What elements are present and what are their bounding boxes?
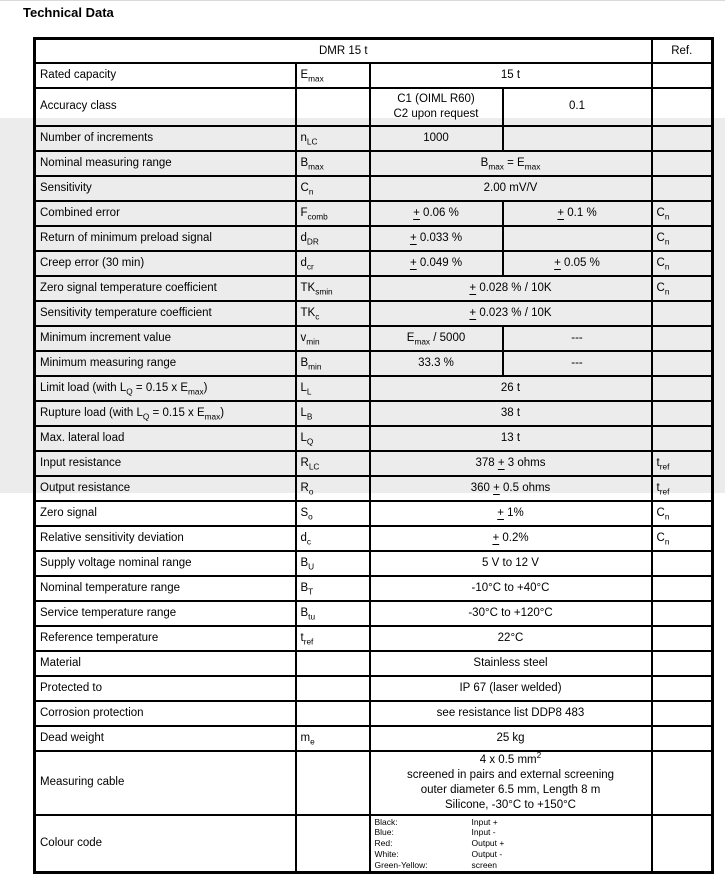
param-symbol: $S_o$ — [296, 501, 370, 526]
param-value-left: $E_{max} / 5000$ — [370, 326, 503, 351]
param-value-left: 33.3 % — [370, 351, 503, 376]
row-service-temperature-range — [35, 601, 713, 626]
ref-cell — [652, 63, 713, 88]
param-symbol: $C_n$ — [296, 176, 370, 201]
param-symbol: $B_{min}$ — [296, 351, 370, 376]
param-value: -10°C to +40°C — [370, 576, 652, 601]
row-relative-sensitivity-deviation — [35, 526, 713, 551]
row-rupture-load — [35, 401, 713, 426]
ref-cell — [652, 751, 713, 815]
colour-name: Black: — [374, 816, 398, 827]
ref-cell — [652, 301, 713, 326]
param-value-right: + 0.05 % — [503, 251, 652, 276]
param-value: + 0.023 % / 10K — [370, 301, 652, 326]
value-line: Silicone, -30°C to +150°C — [445, 798, 576, 811]
ref-cell: $C_n$ — [652, 201, 713, 226]
row-minimum-increment-value — [35, 326, 713, 351]
param-value-left: 1000 — [370, 126, 503, 151]
param-label: Output resistance — [35, 476, 296, 501]
param-value: 15 t — [370, 63, 652, 88]
row-sensitivity — [35, 176, 713, 201]
colour-code-line — [375, 849, 647, 860]
row-measuring-cable — [35, 751, 713, 815]
ref-cell — [652, 426, 713, 451]
header-row — [35, 39, 713, 63]
value-line: 4 x 0.5 $mm^2$ — [479, 750, 542, 766]
param-symbol: $t_{ref}$ — [296, 626, 370, 651]
param-value: Stainless steel — [370, 651, 652, 676]
param-value-right: --- — [503, 326, 652, 351]
param-symbol: $n_{LC}$ — [296, 126, 370, 151]
param-symbol — [296, 651, 370, 676]
param-label: Nominal measuring range — [35, 151, 296, 176]
ref-cell — [652, 651, 713, 676]
param-value: 13 t — [370, 426, 652, 451]
param-value-right: 0.1 — [503, 88, 652, 126]
param-value-left — [370, 88, 503, 126]
param-label: Accuracy class — [35, 88, 296, 126]
ref-cell — [652, 676, 713, 701]
param-value — [370, 751, 652, 815]
ref-cell — [652, 815, 713, 873]
row-reference-temperature — [35, 626, 713, 651]
param-label: Minimum measuring range — [35, 351, 296, 376]
technical-data-table — [33, 37, 714, 874]
ref-cell — [652, 376, 713, 401]
ref-cell — [652, 626, 713, 651]
ref-cell: $t_{ref}$ — [652, 451, 713, 476]
colour-signal: Input - — [471, 827, 496, 838]
param-symbol: $TK_{smin}$ — [296, 276, 370, 301]
row-nominal-temperature-range — [35, 576, 713, 601]
param-symbol: $TK_c$ — [296, 301, 370, 326]
param-value-left: + 0.06 % — [370, 201, 503, 226]
param-label: Minimum increment value — [35, 326, 296, 351]
ref-cell — [652, 576, 713, 601]
colour-name: Blue: — [374, 827, 394, 838]
param-symbol: $B_T$ — [296, 576, 370, 601]
param-value-left: + 0.033 % — [370, 226, 503, 251]
param-label: Limit load (with $L_Q = 0.15$ x $E_{max}$) — [35, 376, 296, 401]
param-symbol: $L_L$ — [296, 376, 370, 401]
param-symbol: $B_{tu}$ — [296, 601, 370, 626]
param-symbol: $d_{DR}$ — [296, 226, 370, 251]
colour-signal: Input + — [471, 816, 498, 827]
colour-name: White: — [374, 848, 399, 859]
param-value: -30°C to +120°C — [370, 601, 652, 626]
row-sensitivity-temp-coeff — [35, 301, 713, 326]
value-line: outer diameter 6.5 mm, Length 8 m — [420, 783, 601, 796]
param-label: Zero signal — [35, 501, 296, 526]
param-label: Material — [35, 651, 296, 676]
colour-name: Red: — [374, 838, 393, 849]
param-value-right — [503, 126, 652, 151]
param-symbol — [296, 751, 370, 815]
ref-cell: $C_n$ — [652, 276, 713, 301]
row-input-resistance — [35, 451, 713, 476]
ref-cell — [652, 176, 713, 201]
ref-cell — [652, 351, 713, 376]
colour-signal: screen — [471, 859, 498, 870]
param-symbol: $E_{max}$ — [296, 63, 370, 88]
param-symbol — [296, 676, 370, 701]
param-label: Rated capacity — [35, 63, 296, 88]
ref-cell: $C_n$ — [652, 226, 713, 251]
param-value-right — [503, 226, 652, 251]
param-label: Service temperature range — [35, 601, 296, 626]
param-label: Relative sensitivity deviation — [35, 526, 296, 551]
ref-cell — [652, 551, 713, 576]
param-value: 22°C — [370, 626, 652, 651]
colour-code-table — [370, 815, 652, 873]
colour-code-line — [375, 838, 647, 849]
page-top-edge-line — [0, 0, 725, 1]
param-symbol: $d_{cr}$ — [296, 251, 370, 276]
colour-name: Green-Yellow: — [374, 859, 428, 870]
colour-signal: Output - — [471, 848, 503, 859]
model-header: DMR 15 t — [35, 39, 652, 63]
param-label: Return of minimum preload signal — [35, 226, 296, 251]
ref-cell — [652, 401, 713, 426]
row-accuracy-class — [35, 88, 713, 126]
row-nominal-measuring-range — [35, 151, 713, 176]
param-value-left: + 0.049 % — [370, 251, 503, 276]
param-label: Zero signal temperature coefficient — [35, 276, 296, 301]
param-symbol: $R_{LC}$ — [296, 451, 370, 476]
param-value: see resistance list DDP8 483 — [370, 701, 652, 726]
param-symbol: $L_Q$ — [296, 426, 370, 451]
param-value: 38 t — [370, 401, 652, 426]
ref-cell — [652, 126, 713, 151]
row-zero-signal — [35, 501, 713, 526]
row-corrosion-protection — [35, 701, 713, 726]
row-supply-voltage-range — [35, 551, 713, 576]
param-symbol: $m_e$ — [296, 726, 370, 751]
row-dead-weight — [35, 726, 713, 751]
param-label: Creep error (30 min) — [35, 251, 296, 276]
param-value: + 1% — [370, 501, 652, 526]
param-label: Measuring cable — [35, 751, 296, 815]
row-protected-to — [35, 676, 713, 701]
param-label: Number of increments — [35, 126, 296, 151]
ref-cell — [652, 701, 713, 726]
param-label: Protected to — [35, 676, 296, 701]
ref-cell — [652, 88, 713, 126]
param-symbol: $B_{max}$ — [296, 151, 370, 176]
row-preload-signal-return — [35, 226, 713, 251]
row-limit-load — [35, 376, 713, 401]
ref-cell: $C_n$ — [652, 251, 713, 276]
param-label: Combined error — [35, 201, 296, 226]
param-value: + 0.2% — [370, 526, 652, 551]
row-zero-signal-temp-coeff — [35, 276, 713, 301]
row-output-resistance — [35, 476, 713, 501]
param-label: Dead weight — [35, 726, 296, 751]
ref-cell — [652, 151, 713, 176]
param-value: 25 kg — [370, 726, 652, 751]
ref-column-header: Ref. — [652, 39, 713, 63]
param-value: 378 + 3 ohms — [370, 451, 652, 476]
value-line: C1 (OIML R60) — [397, 92, 475, 105]
param-label: Corrosion protection — [35, 701, 296, 726]
param-label: Rupture load (with $L_Q = 0.15$ x $E_{max}$) — [35, 401, 296, 426]
ref-cell: $C_n$ — [652, 526, 713, 551]
param-value: + 0.028 % / 10K — [370, 276, 652, 301]
param-label: Supply voltage nominal range — [35, 551, 296, 576]
ref-cell — [652, 601, 713, 626]
ref-cell: $t_{ref}$ — [652, 476, 713, 501]
param-symbol — [296, 815, 370, 873]
row-colour-code — [35, 815, 713, 873]
colour-code-line — [375, 817, 647, 828]
param-value: 360 + 0.5 ohms — [370, 476, 652, 501]
colour-code-line — [375, 860, 647, 871]
param-value-right: --- — [503, 351, 652, 376]
row-rated-capacity — [35, 63, 713, 88]
row-material — [35, 651, 713, 676]
colour-signal: Output + — [471, 838, 505, 849]
value-line: screened in pairs and external screening — [406, 768, 615, 781]
param-symbol: $d_c$ — [296, 526, 370, 551]
param-label: Colour code — [35, 815, 296, 873]
param-symbol: $v_{min}$ — [296, 326, 370, 351]
param-symbol: $F_{comb}$ — [296, 201, 370, 226]
param-symbol: $R_o$ — [296, 476, 370, 501]
param-label: Reference temperature — [35, 626, 296, 651]
row-number-of-increments — [35, 126, 713, 151]
param-value: $B_{max} = E_{max}$ — [370, 151, 652, 176]
param-symbol: $B_U$ — [296, 551, 370, 576]
page-title: Technical Data — [23, 5, 114, 20]
param-value: 2.00 mV/V — [370, 176, 652, 201]
param-label: Sensitivity temperature coefficient — [35, 301, 296, 326]
colour-code-line — [375, 827, 647, 838]
param-value: IP 67 (laser welded) — [370, 676, 652, 701]
param-symbol: $L_B$ — [296, 401, 370, 426]
param-label: Sensitivity — [35, 176, 296, 201]
param-value: 26 t — [370, 376, 652, 401]
row-creep-error — [35, 251, 713, 276]
param-value: 5 V to 12 V — [370, 551, 652, 576]
param-symbol — [296, 88, 370, 126]
ref-cell — [652, 326, 713, 351]
row-combined-error — [35, 201, 713, 226]
ref-cell — [652, 726, 713, 751]
param-label: Nominal temperature range — [35, 576, 296, 601]
param-label: Input resistance — [35, 451, 296, 476]
value-line: C2 upon request — [393, 107, 479, 120]
row-minimum-measuring-range — [35, 351, 713, 376]
ref-cell: $C_n$ — [652, 501, 713, 526]
param-label: Max. lateral load — [35, 426, 296, 451]
param-value-right: + 0.1 % — [503, 201, 652, 226]
param-symbol — [296, 701, 370, 726]
row-max-lateral-load — [35, 426, 713, 451]
